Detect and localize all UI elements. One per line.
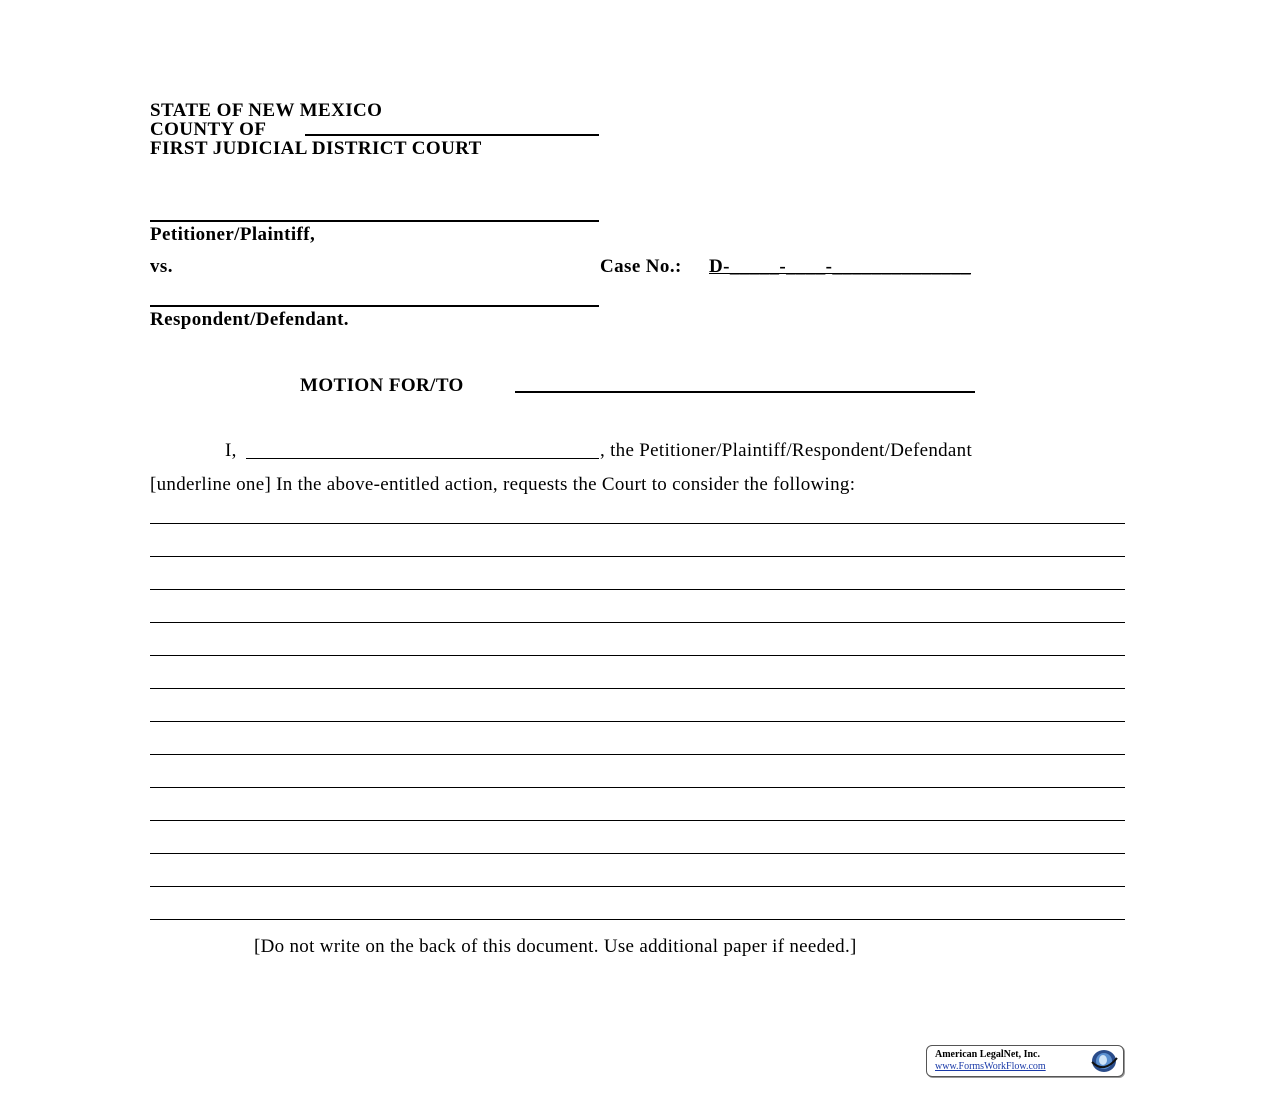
respondent-name-line[interactable] [150, 305, 599, 307]
county-label: COUNTY OF [150, 119, 267, 140]
motion-title: MOTION FOR/TO [300, 375, 464, 396]
case-number-label: Case No.: [600, 256, 682, 277]
american-legalnet-logo[interactable] [926, 1045, 1124, 1077]
writing-line[interactable] [150, 523, 1125, 524]
petitioner-name-line[interactable] [150, 220, 599, 222]
logo-url-link[interactable]: www.FormsWorkFlow.com [935, 1061, 1046, 1072]
writing-line[interactable] [150, 853, 1125, 854]
intro-prefix: I, [225, 440, 237, 461]
writing-line[interactable] [150, 721, 1125, 722]
logo-company-name: American LegalNet, Inc. [935, 1049, 1040, 1060]
writing-line[interactable] [150, 820, 1125, 821]
state-heading: STATE OF NEW MEXICO [150, 100, 383, 121]
writing-line[interactable] [150, 622, 1125, 623]
intro-suffix: , the Petitioner/Plaintiff/Respondent/Defendant [600, 440, 973, 461]
vs-label: vs. [150, 256, 173, 277]
writing-line[interactable] [150, 886, 1125, 887]
writing-line[interactable] [150, 688, 1125, 689]
writing-line[interactable] [150, 919, 1125, 920]
writing-line[interactable] [150, 754, 1125, 755]
motion-subject-line[interactable] [515, 391, 975, 393]
writing-line[interactable] [150, 589, 1125, 590]
intro-line-2: [underline one] In the above-entitled action, requests the Court to consider the following: [150, 474, 856, 495]
petitioner-label: Petitioner/Plaintiff, [150, 224, 316, 245]
writing-line[interactable] [150, 556, 1125, 557]
globe-icon [1089, 1048, 1119, 1074]
writing-line[interactable] [150, 655, 1125, 656]
filer-name-line[interactable] [246, 458, 599, 459]
court-heading: FIRST JUDICIAL DISTRICT COURT [150, 138, 482, 159]
respondent-label: Respondent/Defendant. [150, 309, 349, 330]
county-field-line[interactable] [305, 134, 599, 136]
case-number-field[interactable]: D-_____-____-______________ [709, 256, 972, 277]
footer-note: [Do not write on the back of this document. Use additional paper if needed.] [254, 936, 857, 957]
writing-line[interactable] [150, 787, 1125, 788]
